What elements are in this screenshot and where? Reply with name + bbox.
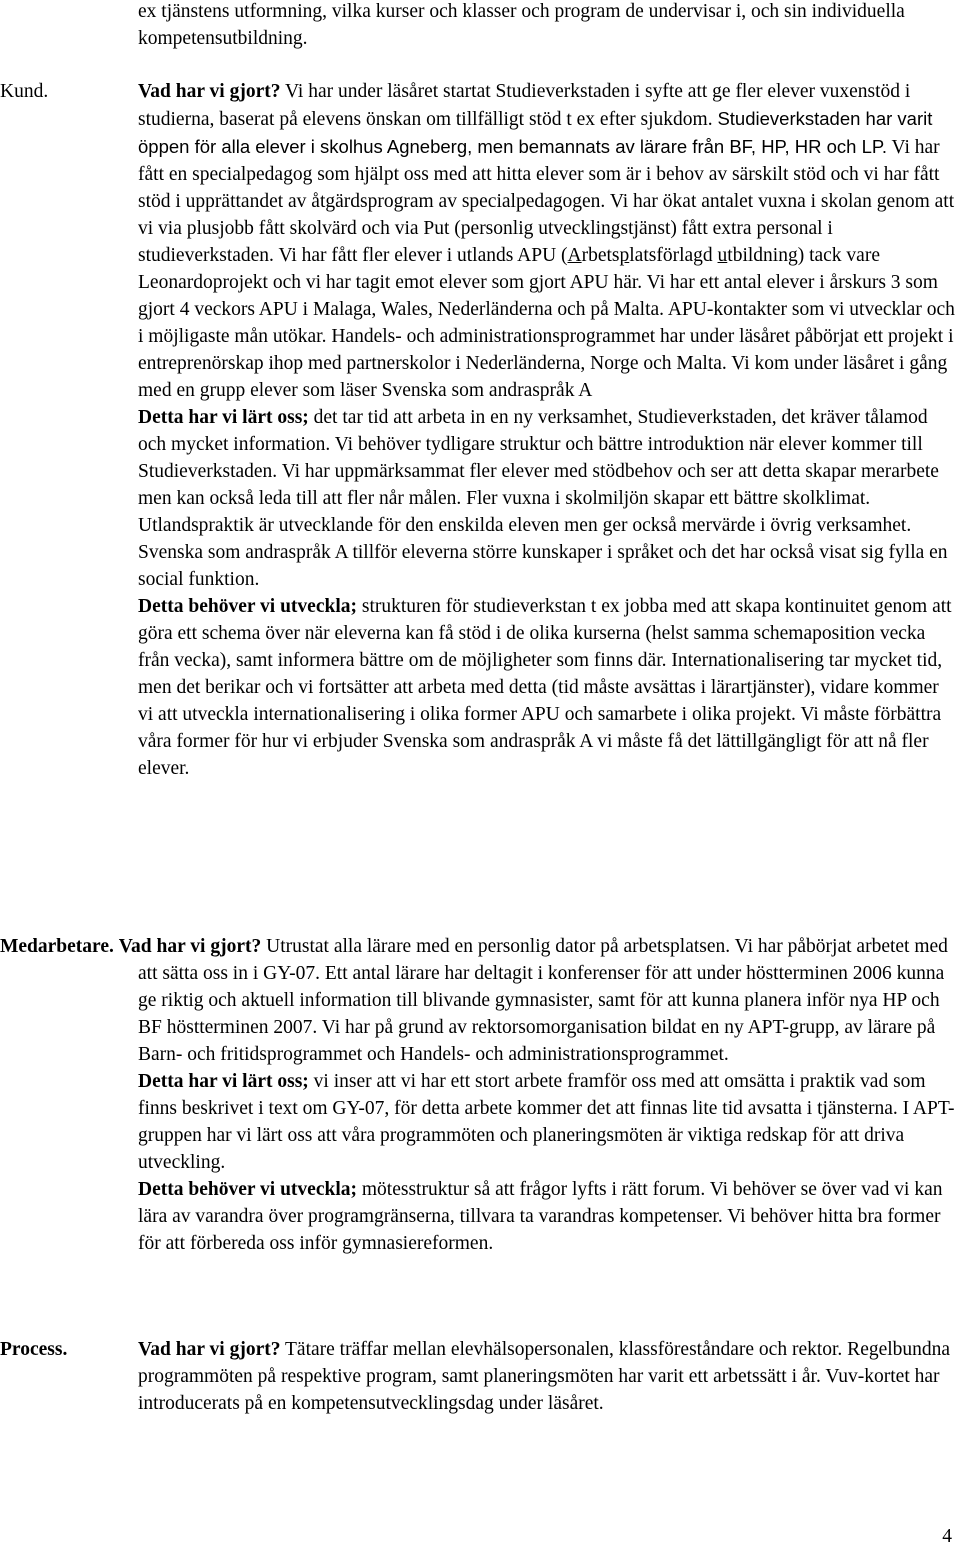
process-did-text: Tätare träffar mellan elevhälsopersonalen, klassföreståndare och rektor. Regelbundna programmöten på respektive program, samt planeringsmöten har varit ett arbetssätt i år. Vuv-kortet har introducerats på en kompetensutvecklingsdag under läsåret.	[138, 1339, 951, 1414]
kund-learned-heading: Detta har vi lärt oss;	[138, 407, 309, 428]
kund-did-text-a: Vi har under läsåret startat Studieverkstaden i syfte att ge fler elever vuxenstöd i studierna, baserat på elevens önskan om tillfälligt stöd t ex efter sjukdom.	[138, 81, 911, 130]
kund-learned-text: det tar tid att arbeta in en ny verksamhet, Studieverkstaden, det kräver tålamod och mycket information. Vi behöver tydligare struktur och bättre introduktion när elever kommer till Studieverkstaden. Vi har uppmärksammat fler elever med stödbehov och ser att detta skapar merarbete men kan också leda till att fler når målen. Fler vuxna i skolmiljön skapar ett bättre skolklimat. Utlandspraktik är utvecklande för den enskilda eleven men ger också mervärde i övrig verksamhet. Svenska som andraspråk A tillför eleverna större kunskaper i språket och det har också visat sig fylla en social funktion.	[138, 407, 948, 590]
medarbetare-learned-paragraph	[0, 1068, 958, 1176]
kund-did-text-b2: tack vare Leonardoprojekt och vi har tagit emot elever som gjort APU här. Vi har ett antal elever i årskurs 3 som gjort 4 veckors APU i Malaga, Wales, Nederländerna och på Malta. APU-kontakter som vi utvecklar och i möjligaste mån utökar. Handels- och administrationsprogrammet har under läsåret påbörjat ett projekt i entreprenörskap ihop med partnerskolor i Nederländerna, Norge och Malta. Vi kom under läsåret i gång med en grupp elever som läser Svenska som andraspråk A	[138, 245, 955, 401]
medarbetare-develop-paragraph	[0, 1176, 958, 1257]
kund-learned-paragraph	[138, 404, 958, 593]
kund-body	[138, 78, 958, 782]
kund-develop-heading: Detta behöver vi utveckla;	[138, 596, 357, 617]
kund-did-paragraph	[138, 78, 958, 404]
apu-letter-p: p	[619, 245, 630, 266]
kund-did-text-sans: Studieverkstaden har varit öppen för alla elever i skolhus Agneberg, men bemannats av lärare från BF, HP, HR och LP.	[138, 108, 933, 157]
apu-letter-u: u	[717, 245, 728, 266]
medarbetare-did-paragraph	[0, 933, 958, 1068]
medarbetare-learned-text: vi inser att vi har ett stort arbete framför oss med att omsätta i praktik vad som finns beskrivet i text om GY-07, för detta arbete kommer det att finnas lite tid avsatta i tjänsterna. I APT-gruppen har vi lärt oss att våra programmöten och planeringsmöten är viktiga redskap för att driva utveckling.	[138, 1071, 955, 1173]
apu-mid2: latsförlagd	[629, 245, 718, 266]
medarbetare-develop-text: mötesstruktur så att frågor lyfts i rätt forum. Vi behöver se över vad vi kan lära av varandra över programgränserna, tillvara ta varandras kompetenser. Vi behöver hitta bra former för att förbereda oss inför gymnasiereformen.	[138, 1179, 943, 1254]
apu-mid: rbets	[581, 245, 620, 266]
medarbetare-learned-heading: Detta har vi lärt oss;	[138, 1071, 309, 1092]
process-label: Process.	[0, 1339, 68, 1360]
kund-label: Kund.	[0, 81, 49, 102]
apu-letter-a: A	[567, 245, 582, 266]
kund-did-text-b1: Vi har fått en specialpedagog som hjälpt oss med att hitta elever som är i behov av särskilt stöd och vi har fått stöd i upprättandet av åtgärdsprogram av specialpedagogen. Vi har ökat antalet vuxna i skolan genom att vi via plusjobb fått skolvärd och via Put (personlig utvecklingstjänst) fått extra personal i studieverkstaden. Vi har fått fler elever i utlands APU (	[138, 137, 955, 266]
process-did-heading: Vad har vi gjort?	[138, 1339, 281, 1360]
apu-end: tbildning)	[727, 245, 805, 266]
kund-develop-paragraph	[138, 593, 958, 782]
process-body	[138, 1336, 958, 1417]
medarbetare-did-text: Utrustat alla lärare med en personlig dator på arbetsplatsen. Vi har påbörjat arbetet med att sätta oss in i GY-07. Ett antal lärare har deltagit i konferenser för att under höstterminen 2006 kunna ge riktig och aktuell information till blivande gymnasister, samt för att kunna planera inför nya HP och BF höstterminen 2007. Vi har på grund av rektorsomorganisation bildat en ny APT-grupp, av lärare på Barn- och fritidsprogrammet och Handels- och administrationsprogrammet.	[138, 936, 948, 1065]
intro-paragraph	[138, 0, 958, 52]
medarbetare-body	[0, 933, 958, 1257]
page-number: 4	[942, 1526, 952, 1547]
medarbetare-did-heading: Vad har vi gjort?	[118, 936, 262, 957]
medarbetare-label: Medarbetare.	[0, 936, 114, 957]
kund-develop-text: strukturen för studieverkstan t ex jobba med att skapa kontinuitet genom att göra ett schema över när eleverna kan få stöd i de olika kurserna (helst samma schemaposition vecka från vecka), samt informera bättre om de möjligheter som finns där. Internationalisering tar mycket tid, men det berikar och vi fortsätter att arbeta med detta (tid måste avsättas i lärartjänster), vidare kommer vi att utveckla internationalisering i olika former APU och samarbete i olika projekt. Vi måste förbättra våra former för hur vi erbjuder Svenska som andraspråk A vi måste få det lättillgängligt för att nå fler elever.	[138, 596, 952, 779]
intro-text: ex tjänstens utformning, vilka kurser och klasser och program de undervisar i, och sin individuella kompetensutbildning.	[138, 1, 905, 49]
process-did-paragraph	[138, 1336, 958, 1417]
medarbetare-develop-heading: Detta behöver vi utveckla;	[138, 1179, 357, 1200]
kund-did-heading: Vad har vi gjort?	[138, 81, 281, 102]
